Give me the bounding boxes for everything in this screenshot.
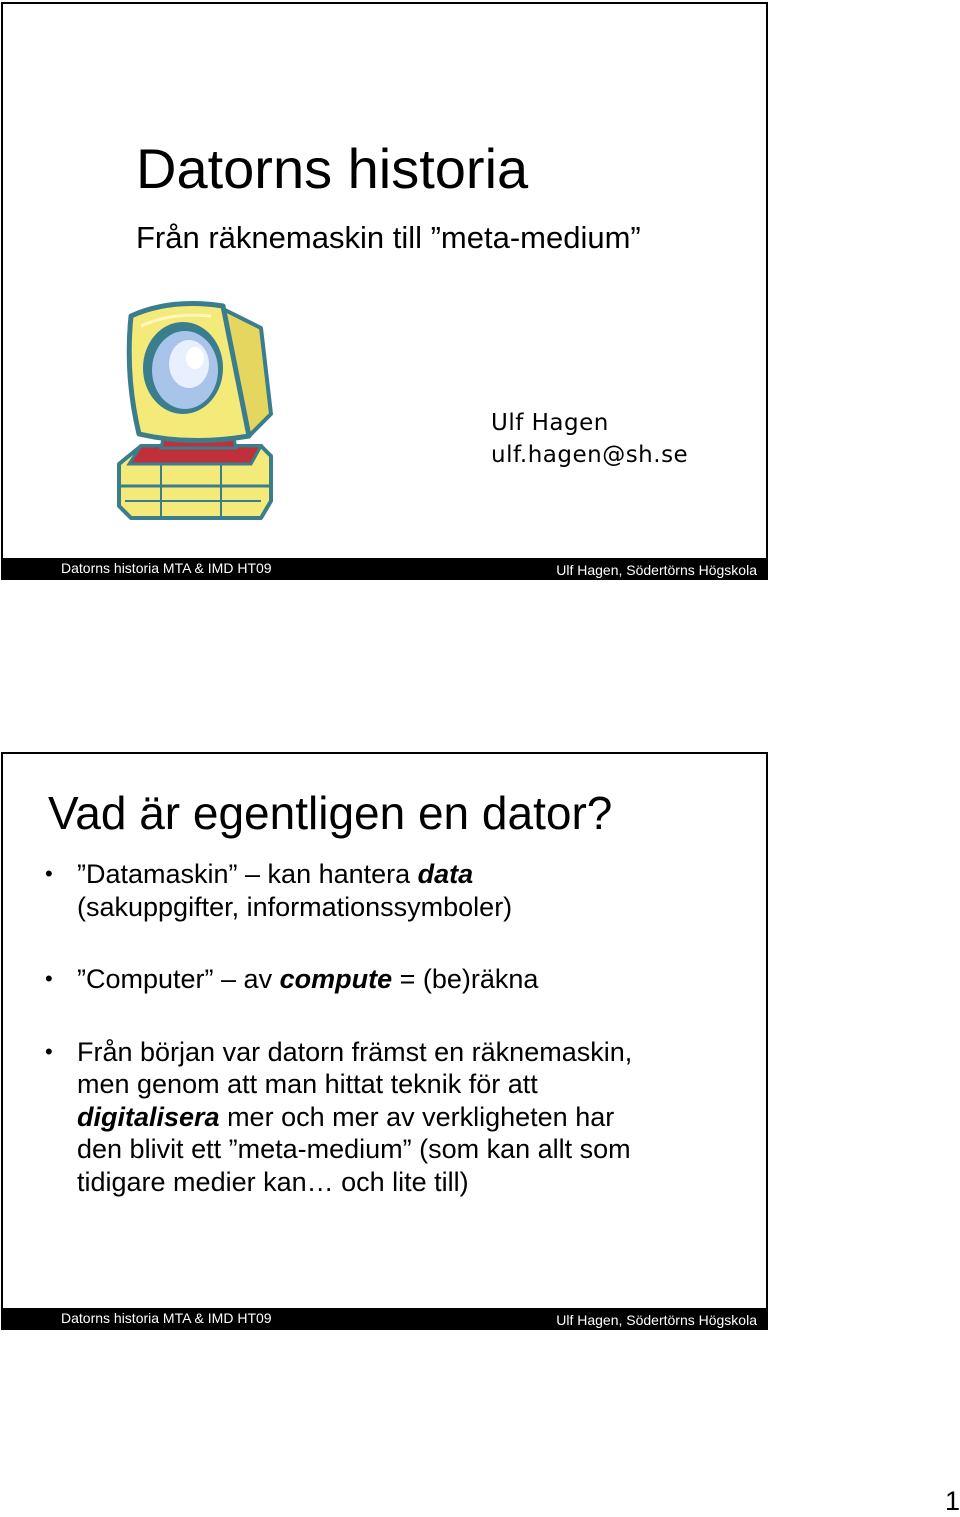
footer-course: Datorns historia MTA & IMD HT09 [61, 1310, 272, 1326]
page-number: 1 [944, 1486, 960, 1516]
bullet-line: den blivit ett ”meta-medium” (som kan allt som [77, 1134, 631, 1164]
bullet-item-history [45, 1036, 745, 1199]
bullet-line: (sakuppgifter, informationssymboler) [77, 891, 513, 922]
bullet-item-datamaskin [45, 858, 745, 923]
slide-title-heading: Datorns historia [136, 137, 529, 200]
footer-author: Ulf Hagen, Södertörns Högskola [556, 1312, 757, 1328]
bullet-line [77, 1101, 745, 1134]
bullet-line: tidigare medier kan… och lite till) [77, 1166, 469, 1197]
bullet-dot-icon: • [45, 1038, 53, 1064]
slide-subtitle: Från räknemaskin till ”meta-medium” [136, 220, 641, 255]
bullet-line [77, 858, 745, 891]
slide-content [1, 752, 768, 1330]
bullet-emphasis: data [417, 859, 474, 889]
computer-clipart-icon [111, 296, 283, 522]
footer-author: Ulf Hagen, Södertörns Högskola [556, 562, 757, 578]
bullet-text: ”Computer” – av [77, 964, 280, 994]
slide-footer [3, 558, 766, 578]
bullet-text: = (be)räkna [392, 964, 539, 994]
author-name: Ulf Hagen [491, 410, 609, 436]
bullet-line [77, 963, 745, 996]
bullet-line: Från början var datorn främst en räknemaskin, [77, 1036, 633, 1067]
bullet-emphasis: digitalisera [77, 1101, 220, 1132]
slide-title [1, 2, 768, 580]
bullet-text: ”Datamaskin” – kan hantera [77, 859, 418, 889]
bullet-list [45, 858, 745, 1238]
author-block [491, 407, 688, 471]
footer-course: Datorns historia MTA & IMD HT09 [61, 560, 272, 576]
bullet-dot-icon: • [45, 966, 53, 991]
bullet-item-computer [45, 963, 745, 996]
bullet-text: mer och mer av verkligheten har [219, 1101, 615, 1132]
bullet-line: men genom att man hittat teknik för att [77, 1069, 538, 1099]
slide-heading: Vad är egentligen en dator? [48, 787, 613, 839]
bullet-dot-icon: • [45, 861, 53, 886]
author-email: ulf.hagen@sh.se [491, 442, 689, 468]
bullet-emphasis: compute [279, 964, 393, 994]
slide-footer [3, 1308, 766, 1328]
